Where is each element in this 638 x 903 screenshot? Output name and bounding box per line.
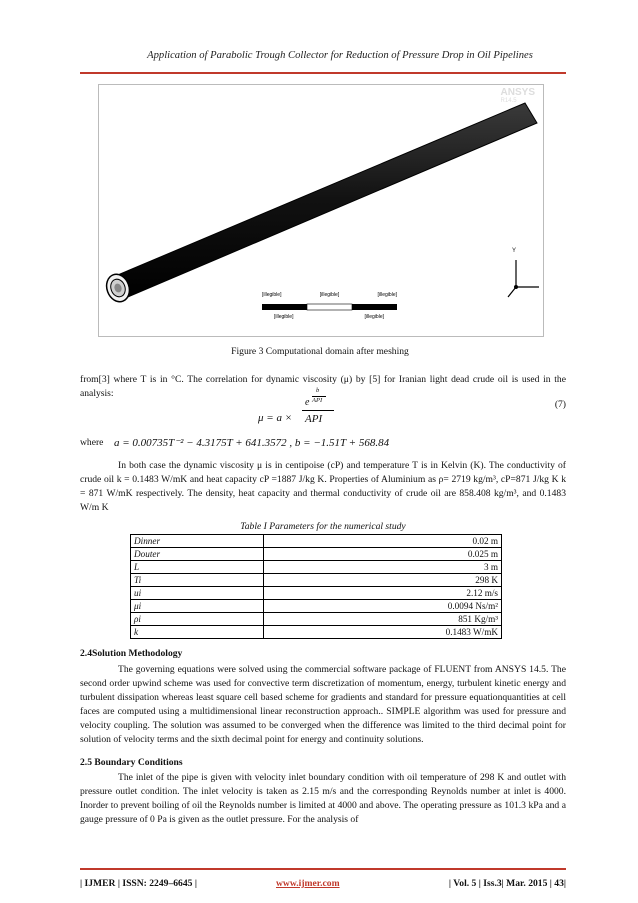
param-name: Ti: [131, 574, 264, 587]
footer-rule: [80, 868, 566, 870]
table-row: [131, 535, 502, 548]
param-name: k: [131, 626, 264, 639]
section-heading-boundary-conditions: 2.5 Boundary Conditions: [80, 757, 183, 768]
table-row: [131, 548, 502, 561]
parameters-table: [130, 534, 502, 639]
equation-exp-bottom: API: [312, 397, 323, 404]
scale-label: [illegible]: [377, 292, 397, 298]
scale-label: [illegible]: [319, 292, 340, 298]
equation-number: (7): [554, 399, 566, 410]
scale-label: [illegible]: [364, 314, 384, 320]
scale-labels-top: [262, 292, 397, 298]
running-title: Application of Parabolic Trough Collector for Reduction of Pressure Drop in Oil Pipelines: [147, 50, 533, 61]
table-row: [131, 574, 502, 587]
table-caption: Table I Parameters for the numerical study: [240, 521, 406, 532]
axis-y-label: Y: [512, 248, 517, 254]
section-heading-solution-methodology: 2.4Solution Methodology: [80, 648, 183, 659]
param-value: 0.02 m: [263, 535, 501, 548]
mesh-figure: [98, 84, 544, 337]
equation-lhs: μ = a ×: [258, 412, 293, 424]
scale-bar: [262, 304, 397, 310]
paragraph-boundary-conditions: The inlet of the pipe is given with velocity inlet boundary condition with oil temperature of 298 K and outlet with pressure outlet condition. The inlet velocity is taken as 2.15 m/s and the corresponding Reynolds number at inlet is 4000. Inorder to prevent boiling of oil the Reynolds number is limited at 4000 and above. The operating pressure as 101.3 kPa and a gauge pressure of 0 Pa is given as the outlet pressure. For the analysis of: [80, 772, 566, 825]
footer-journal: | IJMER | ISSN: 2249–6645 |: [80, 878, 197, 889]
equation-denominator: API: [305, 413, 323, 425]
footer-website-link[interactable]: www.ijmer.com: [276, 878, 340, 889]
param-name: Dinner: [131, 535, 264, 548]
table-row: [131, 626, 502, 639]
table-row: [131, 600, 502, 613]
figure-caption: Figure 3 Computational domain after meshing: [231, 346, 409, 357]
table-row: [131, 587, 502, 600]
header-rule: [80, 72, 566, 74]
param-name: Douter: [131, 548, 264, 561]
param-value: 2.12 m/s: [263, 587, 501, 600]
param-value: 0.0094 Ns/m²: [263, 600, 501, 613]
equation-fraction-bar: [302, 410, 334, 411]
table-row: [131, 561, 502, 574]
where-expression: a = 0.00735T⁻² − 4.3175T + 641.3572 , b = −1.51T + 568.84: [114, 437, 390, 449]
scale-label: [illegible]: [274, 314, 294, 320]
param-name: L: [131, 561, 264, 574]
param-name: ui: [131, 587, 264, 600]
paragraph-properties: In both case the dynamic viscosity μ is in centipoise (cP) and temperature T is in Kelvin (K). The conductivity of crude oil k = 0.1483 W/mK and heat capacity cP =1887 J/kg K. Properties of Aluminium as ρ= 2719 kg/m³, cP=871 J/kg K k = 871 W/mK respectively. The density, heat capacity and thermal conductivity of crude oil are 858.408 kg/m³, and 0.1483 W/m K: [80, 460, 566, 513]
table-row: [131, 613, 502, 626]
equation-exp-e: e: [305, 397, 310, 408]
mesh-figure-drawing: [99, 85, 543, 336]
scale-labels-bottom: [274, 314, 384, 320]
param-value: 0.025 m: [263, 548, 501, 561]
param-value: 3 m: [263, 561, 501, 574]
param-name: ρi: [131, 613, 264, 626]
equation-exp-top: b: [316, 387, 320, 394]
footer-volume-page: | Vol. 5 | Iss.3| Mar. 2015 | 43|: [448, 878, 566, 889]
paragraph-solution-methodology: The governing equations were solved using the commercial software package of FLUENT from ANSYS 14.5. The second order upwind scheme was used for convective term discretization of momentum, energy, turbulent kinetic energy and turbulent dissipation whereas least square cell based scheme for gradients and standard for pressure equationquantities at cell faces are computed using a multidimensional linear reconstruction approach.. SIMPLE algorithm was used for pressure and velocity coupling. The solution was assumed to be converged when the difference was limited to the third decimal point for solution of velocity terms and the sixth decimal point for energy and continuity solutions.: [80, 664, 566, 745]
param-name: μi: [131, 600, 264, 613]
where-word: where: [80, 437, 104, 448]
param-value: 851 Kg/m³: [263, 613, 501, 626]
ansys-logo: ANSYS R14.5: [500, 87, 535, 104]
param-value: 0.1483 W/mK: [263, 626, 501, 639]
coordinate-triad: [508, 260, 539, 297]
pipe-mesh: [103, 103, 537, 305]
param-value: 298 K: [263, 574, 501, 587]
paragraph-viscosity-intro: from[3] where T is in °C. The correlation for dynamic viscosity (μ) by [5] for Iranian light dead crude oil is used in the analysis:: [80, 374, 566, 399]
scale-label: [illegible]: [262, 292, 282, 298]
